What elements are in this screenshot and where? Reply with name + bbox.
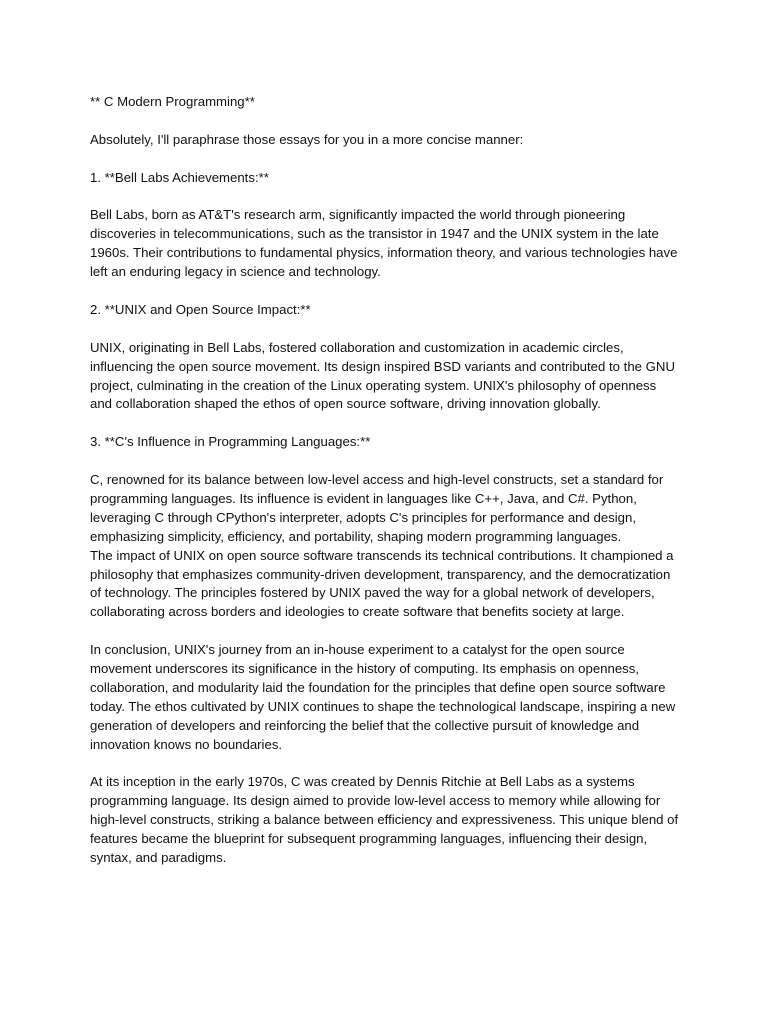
section-2-heading: 2. **UNIX and Open Source Impact:** xyxy=(90,301,311,317)
closing-paragraph: At its inception in the early 1970s, C was created by Dennis Ritchie at Bell Labs as a systems programming language. Its design aimed to provide low-level access to memory while allowing for high-level constructs, striking a balance between efficiency and expressiveness. This unique blend of features became the blueprint for subsequent programming languages, influencing their design, syntax, and paradigms. xyxy=(90,774,679,866)
document-page xyxy=(90,93,680,887)
intro-paragraph: Absolutely, I'll paraphrase those essays for you in a more concise manner: xyxy=(90,131,524,147)
section-3-body-part-a: C, renowned for its balance between low-level access and high-level constructs, set a standard for programming languages. Its influence is evident in languages like C++, Java, and C#. Python, leveraging C through CPython's interpreter, adopts C's principles for performance and design, emphasizing simplicity, efficiency, and portability, shaping modern programming languages. xyxy=(90,472,664,544)
section-3-body-part-b: The impact of UNIX on open source software transcends its technical contributions. It championed a philosophy that emphasizes community-driven development, transparency, and the democratization of technology. The principles fostered by UNIX paved the way for a global network of developers, collaborating across borders and ideologies to create software that benefits society at large. xyxy=(90,547,674,620)
document-title: ** C Modern Programming** xyxy=(90,94,255,109)
section-1-body: Bell Labs, born as AT&T's research arm, significantly impacted the world through pioneering discoveries in telecommunications, such as the transistor in 1947 and the UNIX system in the late 1960s. Their contributions to fundamental physics, information theory, and various technologies have left an enduring legacy in science and technology. xyxy=(90,207,678,280)
section-3-heading: 3. **C's Influence in Programming Languages:** xyxy=(90,434,371,450)
section-2-body: UNIX, originating in Bell Labs, fostered collaboration and customization in academic circles, influencing the open source movement. Its design inspired BSD variants and contributed to the GNU project, culminating in the creation of the Linux operating system. UNIX's philosophy of openness and collaboration shaped the ethos of open source software, driving innovation globally. xyxy=(90,339,675,412)
conclusion-paragraph: In conclusion, UNIX's journey from an in-house experiment to a catalyst for the open source movement underscores its significance in the history of computing. Its emphasis on openness, collaboration, and modularity laid the foundation for the principles that define open source software today. The ethos cultivated by UNIX continues to shape the technological landscape, inspiring a new generation of developers and reinforcing the belief that the collective pursuit of knowledge and innovation knows no boundaries. xyxy=(90,642,676,752)
section-1-heading: 1. **Bell Labs Achievements:** xyxy=(90,169,269,185)
